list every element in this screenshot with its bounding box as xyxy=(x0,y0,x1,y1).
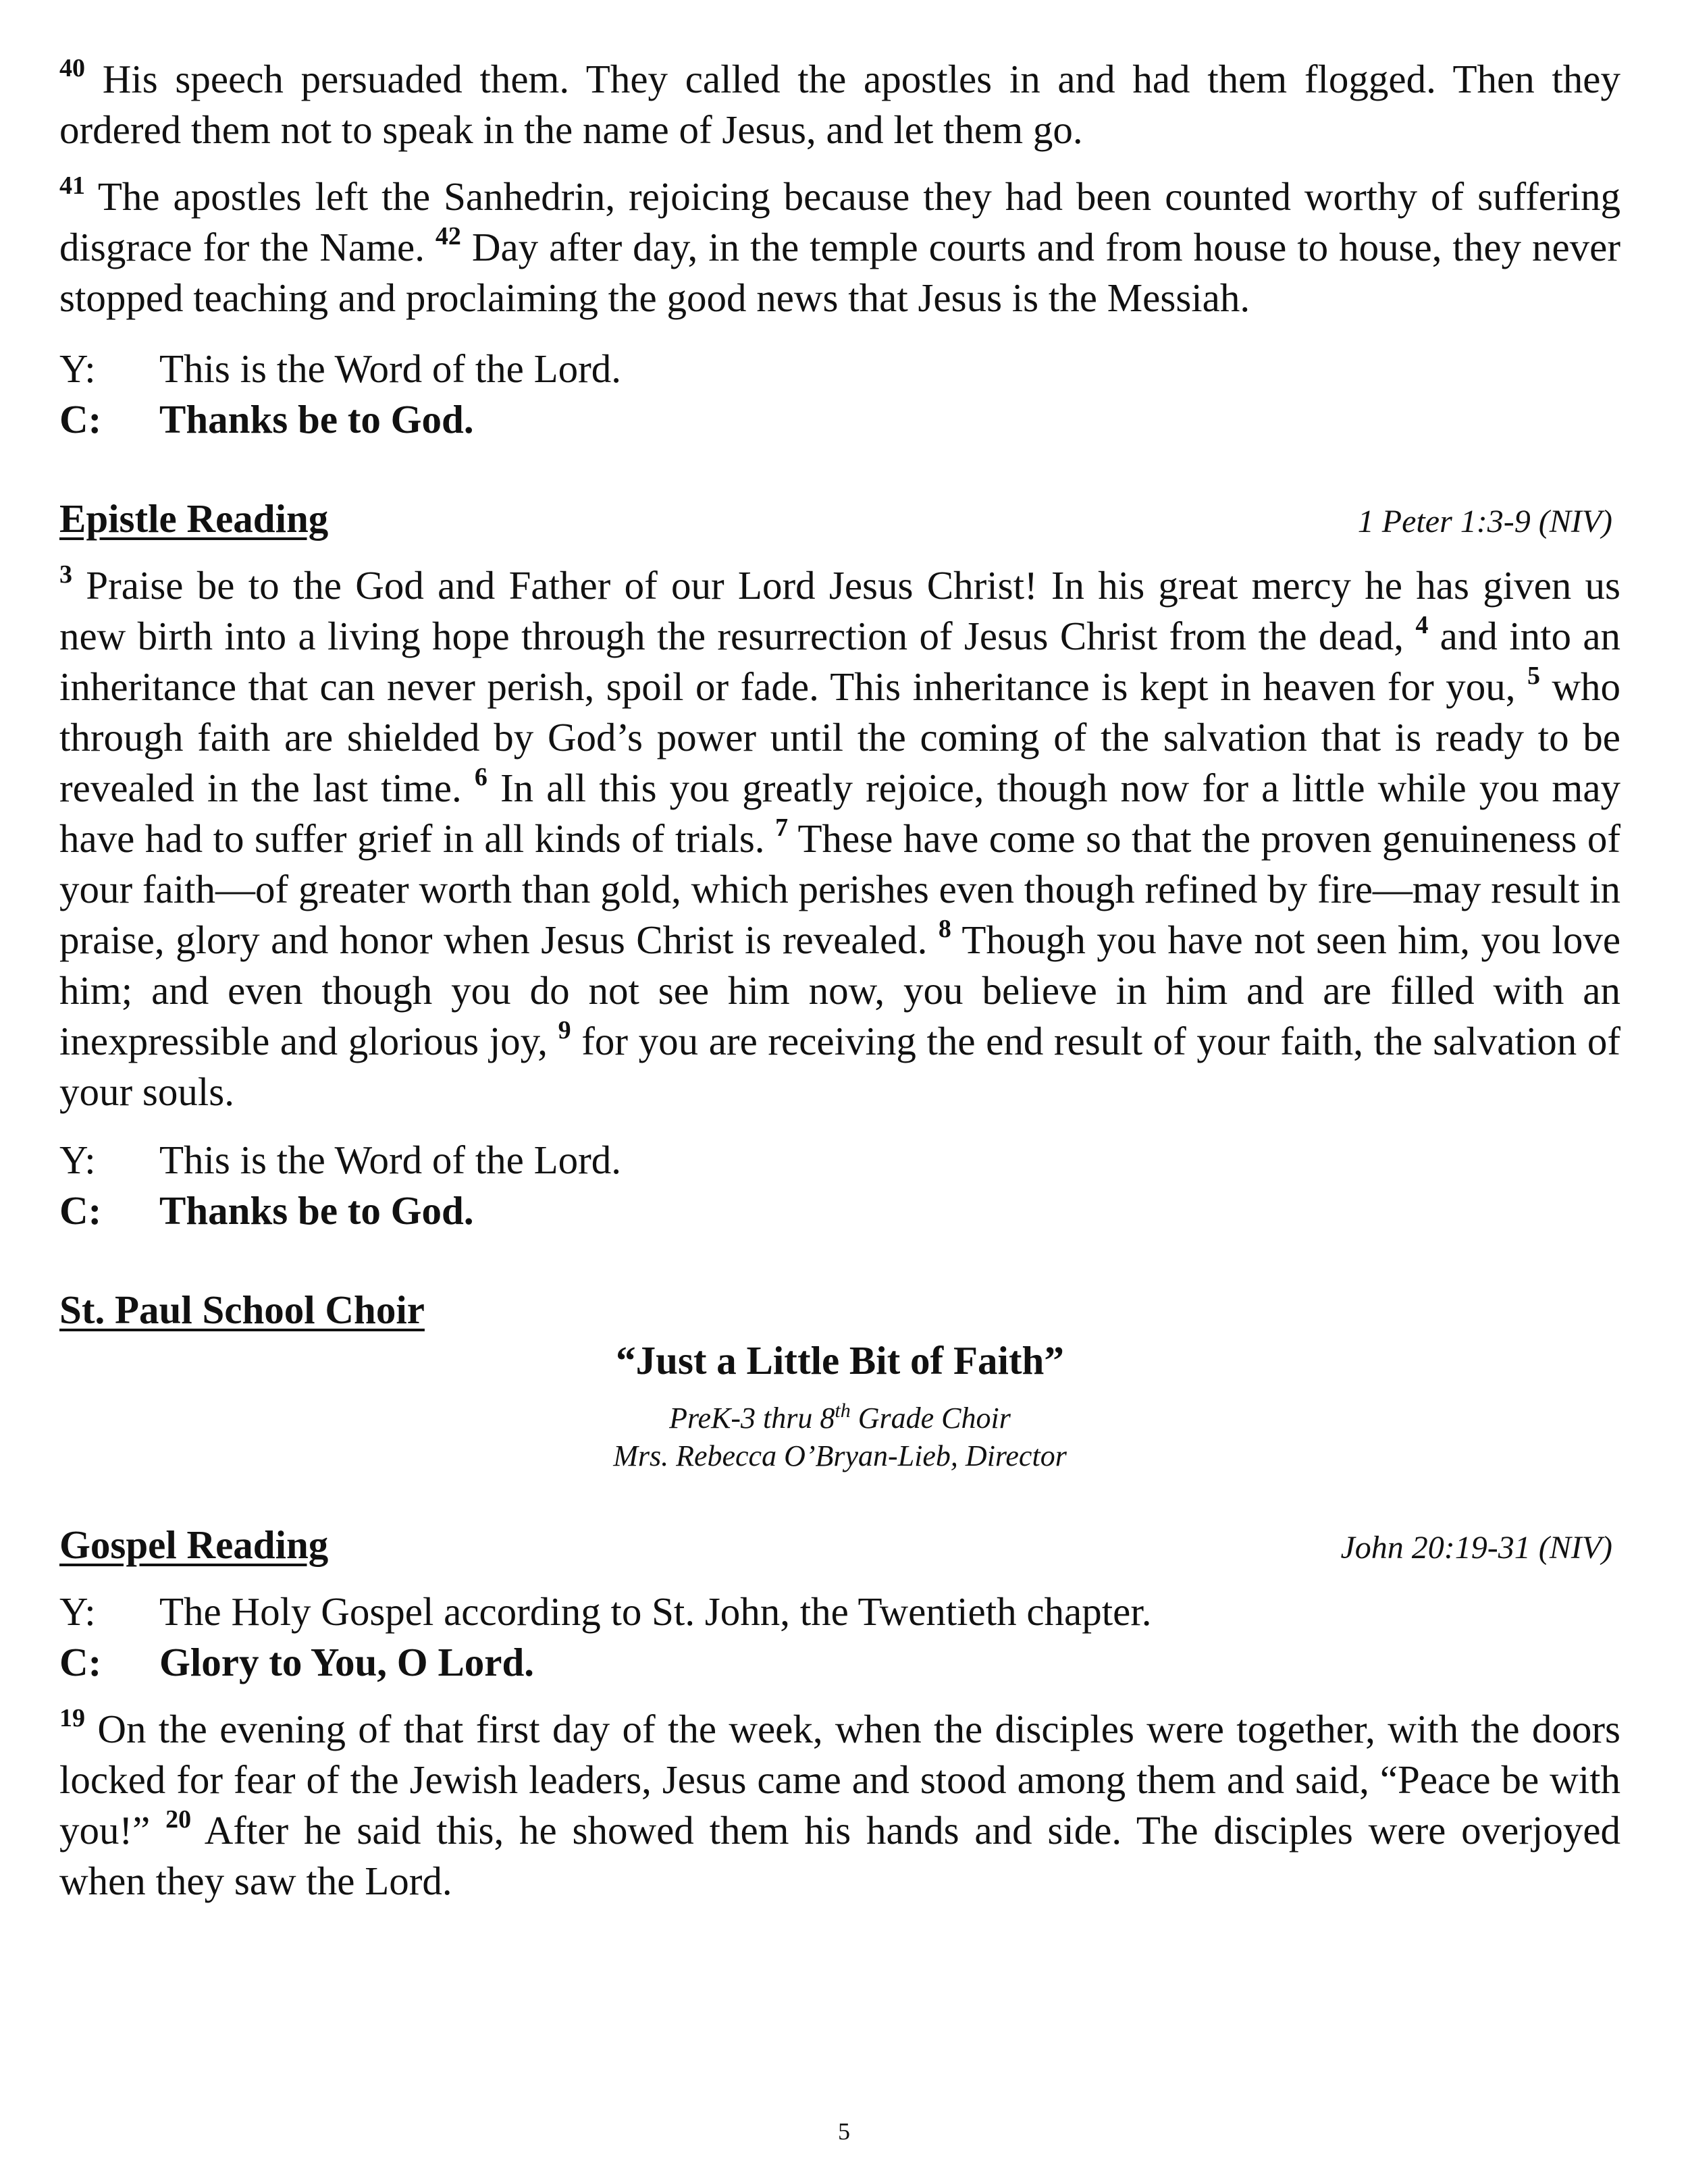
verse-number-19: 19 xyxy=(59,1704,85,1732)
leader-text: This is the Word of the Lord. xyxy=(159,1138,622,1182)
epistle-response xyxy=(59,1135,1620,1236)
leader-text: This is the Word of the Lord. xyxy=(159,346,622,391)
leader-label: Y: xyxy=(59,1589,96,1634)
verse-text-8: Though you have not seen him, you love him; and even though you do not see him now, you believe in him and are filled with an inexpressible and glorious joy, xyxy=(59,917,1621,1063)
verse-number-41: 41 xyxy=(59,171,85,200)
verse-text-19: On the evening of that first day of the week, when the disciples were together, with the doors locked for fear of the Jewish leaders, Jesus came and stood among them and said, “Peace be with you!” xyxy=(59,1707,1620,1853)
epistle-paragraph xyxy=(59,560,1620,1117)
congregation-text: Thanks be to God. xyxy=(159,1188,474,1233)
congregation-text: Thanks be to God. xyxy=(159,397,474,442)
gospel-response xyxy=(59,1587,1620,1688)
gospel-paragraph xyxy=(59,1704,1620,1907)
leader-text: The Holy Gospel according to St. John, the Twentieth chapter. xyxy=(159,1589,1152,1634)
verse-number-3: 3 xyxy=(59,560,72,589)
response-congregation-line xyxy=(59,1186,1620,1236)
gospel-heading: Gospel Reading xyxy=(59,1522,329,1567)
response-leader-line xyxy=(59,1587,1620,1637)
verse-number-4: 4 xyxy=(1415,611,1429,639)
acts-paragraph-41 xyxy=(59,171,1620,323)
page-number: 5 xyxy=(838,2118,850,2145)
verse-number-8: 8 xyxy=(938,915,951,943)
congregation-label: C: xyxy=(59,1640,102,1684)
response-leader-line xyxy=(59,344,1620,394)
choir-credit-line-2: Mrs. Rebecca O’Bryan-Lieb, Director xyxy=(613,1439,1067,1472)
verse-number-42: 42 xyxy=(435,222,461,250)
verse-text-3: Praise be to the God and Father of our Lord Jesus Christ! In his great mercy he has given us new birth into a living hope through the resurrection of Jesus Christ from the dead, xyxy=(59,563,1621,658)
response-congregation-line xyxy=(59,394,1620,445)
verse-text-40: His speech persuaded them. They called the apostles in and had them flogged. Then they ordered them not to speak in the name of Jesus, and let them go. xyxy=(59,57,1620,152)
choir-heading: St. Paul School Choir xyxy=(59,1287,425,1332)
choir-credit-grades: PreK-3 thru 8 xyxy=(669,1402,835,1435)
choir-credit-line-1 xyxy=(59,1400,1620,1437)
verse-text-6: In all this you greatly rejoice, though now for a little while you may have had to suffer grief in all kinds of trials. xyxy=(59,766,1621,861)
gospel-heading-row xyxy=(59,1520,1620,1573)
congregation-text: Glory to You, O Lord. xyxy=(159,1640,535,1684)
verse-number-5: 5 xyxy=(1527,662,1540,690)
choir-credit-ordinal: th xyxy=(835,1400,851,1422)
epistle-heading-row xyxy=(59,494,1620,547)
congregation-label: C: xyxy=(59,1188,102,1233)
verse-number-7: 7 xyxy=(775,814,789,842)
verse-text-20: After he said this, he showed them his hands and side. The disciples were overjoyed when they saw the Lord. xyxy=(59,1808,1621,1903)
epistle-reference: 1 Peter 1:3-9 (NIV) xyxy=(1357,504,1612,539)
leader-label: Y: xyxy=(59,346,96,391)
verse-number-6: 6 xyxy=(474,763,487,791)
acts-paragraph-40 xyxy=(59,54,1620,155)
gospel-reference: John 20:19-31 (NIV) xyxy=(1340,1530,1612,1566)
choir-credit-grade-choir: Grade Choir xyxy=(858,1402,1011,1435)
verse-text-7: These have come so that the proven genuineness of your faith—of greater worth than gold, which perishes even though refined by fire—may result in praise, glory and honor when Jesus Christ is revealed. xyxy=(59,816,1620,962)
verse-text-42: Day after day, in the temple courts and from house to house, they never stopped teaching and proclaiming the good news that Jesus is the Messiah. xyxy=(59,225,1620,320)
verse-number-20: 20 xyxy=(165,1805,192,1834)
leader-label: Y: xyxy=(59,1138,96,1182)
bulletin-page xyxy=(59,54,1620,1907)
epistle-heading: Epistle Reading xyxy=(59,496,329,541)
verse-text-5: who through faith are shielded by God’s power until the coming of the salvation that is ready to be revealed in the last time. xyxy=(59,664,1621,810)
response-congregation-line xyxy=(59,1637,1620,1688)
congregation-label: C: xyxy=(59,397,102,442)
acts-response xyxy=(59,344,1620,445)
verse-text-4: and into an inheritance that can never perish, spoil or fade. This inheritance is kept in heaven for you, xyxy=(59,614,1621,709)
choir-song-title: “Just a Little Bit of Faith” xyxy=(616,1338,1064,1383)
verse-text-9: for you are receiving the end result of your faith, the salvation of your souls. xyxy=(59,1019,1621,1114)
verse-number-9: 9 xyxy=(558,1016,571,1044)
choir-section xyxy=(59,1285,1620,1475)
verse-number-40: 40 xyxy=(59,54,85,82)
verse-text-41: The apostles left the Sanhedrin, rejoicing because they had been counted worthy of suffering disgrace for the Name. xyxy=(59,174,1620,269)
response-leader-line xyxy=(59,1135,1620,1186)
